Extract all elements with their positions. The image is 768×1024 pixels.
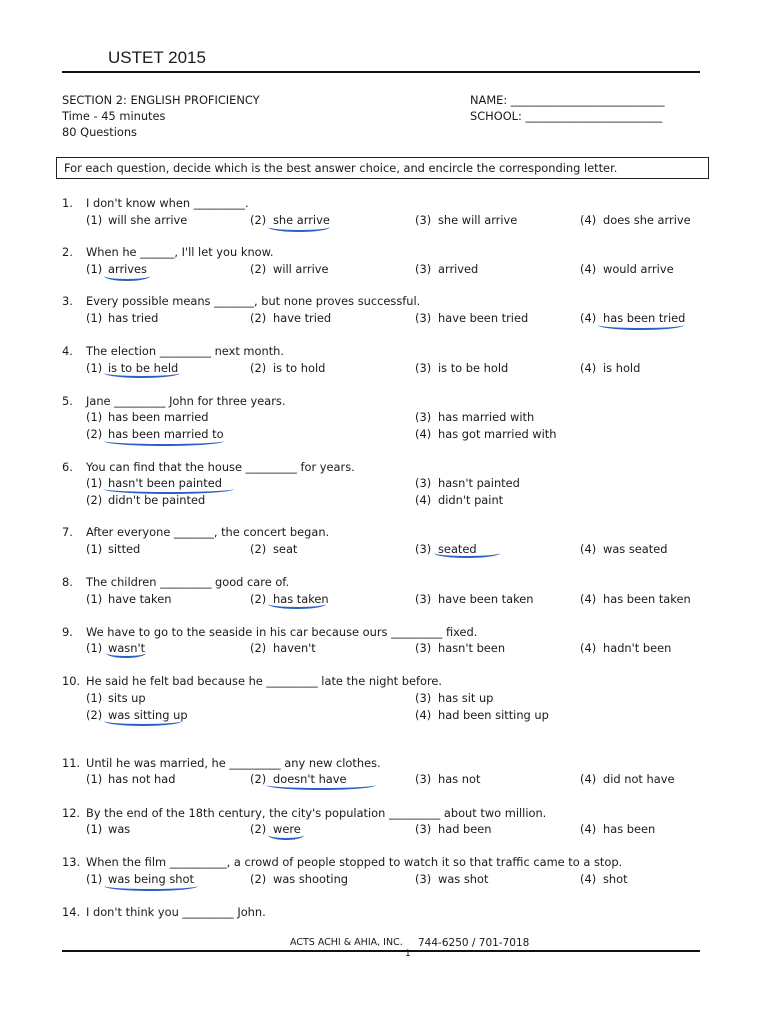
option-text: she will arrive [438, 213, 518, 227]
option-number: (3) [415, 213, 432, 227]
option-text: is to be hold [438, 361, 509, 375]
question-text: You can find that the house _________ for years. [86, 460, 355, 474]
option-text: has not [438, 772, 481, 786]
option-number: (3) [415, 410, 432, 424]
option-text: haven't [273, 641, 316, 655]
option-number: (2) [250, 592, 267, 606]
question-text: When the film __________, a crowd of people stopped to watch it so that traffic came to a stop. [86, 855, 623, 869]
question-number: 7. [62, 525, 73, 539]
option-text: has taken [273, 592, 329, 606]
option-number: (1) [86, 592, 103, 606]
question-number: 11. [62, 756, 81, 770]
option-number: (1) [86, 872, 103, 886]
option-number: (1) [86, 691, 103, 705]
option-number: (2) [250, 641, 267, 655]
question-number: 13. [62, 855, 81, 869]
option-text: arrives [108, 262, 147, 276]
question-text: I don't think you _________ John. [86, 905, 266, 919]
option-number: (4) [415, 493, 432, 507]
option-text: was being shot [108, 872, 194, 886]
option-text: seat [273, 542, 298, 556]
question-text: Every possible means _______, but none proves successful. [86, 294, 421, 308]
page-title: USTET 2015 [108, 48, 206, 67]
option-number: (1) [86, 772, 103, 786]
answer-underline-mark [106, 648, 146, 658]
option-number: (1) [86, 641, 103, 655]
option-text: hasn't been painted [108, 476, 222, 490]
option-number: (3) [415, 641, 432, 655]
question-text: After everyone _______, the concert began. [86, 525, 330, 539]
option-text: has married with [438, 410, 535, 424]
option-text: is hold [603, 361, 641, 375]
answer-underline-mark [268, 599, 326, 609]
instructions-box [56, 157, 709, 179]
option-text: have been tried [438, 311, 529, 325]
answer-underline-mark [104, 436, 224, 446]
option-text: have taken [108, 592, 172, 606]
option-text: has sit up [438, 691, 494, 705]
option-text: seated [438, 542, 477, 556]
option-number: (3) [415, 822, 432, 836]
question-number: 9. [62, 625, 73, 639]
answer-underline-mark [104, 484, 234, 494]
name-field: NAME: ___________________________ [470, 93, 665, 107]
option-number: (1) [86, 542, 103, 556]
option-number: (4) [580, 361, 597, 375]
answer-underline-mark [266, 780, 376, 790]
option-number: (1) [86, 262, 103, 276]
option-number: (4) [580, 592, 597, 606]
option-text: wasn't [108, 641, 146, 655]
option-number: (2) [250, 772, 267, 786]
option-text: didn't be painted [108, 493, 206, 507]
school-field: SCHOOL: ________________________ [470, 109, 663, 123]
option-text: has been [603, 822, 656, 836]
option-text: had been sitting up [438, 708, 549, 722]
option-number: (4) [580, 213, 597, 227]
option-number: (1) [86, 822, 103, 836]
option-number: (4) [415, 427, 432, 441]
option-text: was [108, 822, 131, 836]
question-text: Until he was married, he _________ any new clothes. [86, 756, 381, 770]
question-text: I don't know when _________. [86, 196, 249, 210]
option-number: (2) [86, 493, 103, 507]
question-number: 10. [62, 674, 81, 688]
option-text: she arrive [273, 213, 330, 227]
answer-underline-mark [104, 716, 182, 726]
option-text: sitted [108, 542, 141, 556]
option-number: (3) [415, 361, 432, 375]
option-text: hasn't painted [438, 476, 520, 490]
question-number: 14. [62, 905, 81, 919]
option-number: (2) [250, 542, 267, 556]
footer-phone: 744-6250 / 701-7018 [418, 937, 530, 949]
option-number: (3) [415, 311, 432, 325]
option-text: didn't paint [438, 493, 504, 507]
option-number: (4) [580, 822, 597, 836]
header-rule [62, 71, 700, 73]
option-text: is to hold [273, 361, 326, 375]
option-text: has tried [108, 311, 159, 325]
option-number: (1) [86, 476, 103, 490]
question-text: By the end of the 18th century, the city's population _________ about two million. [86, 806, 547, 820]
question-text: When he ______, I'll let you know. [86, 245, 274, 259]
answer-underline-mark [268, 222, 330, 232]
answer-underline-mark [434, 548, 500, 558]
option-number: (4) [580, 872, 597, 886]
option-text: will arrive [273, 262, 329, 276]
option-text: was shot [438, 872, 489, 886]
option-number: (2) [250, 872, 267, 886]
option-text: would arrive [603, 262, 674, 276]
option-number: (3) [415, 772, 432, 786]
option-text: will she arrive [108, 213, 188, 227]
page-number: 1 [405, 949, 411, 959]
answer-underline-mark [104, 271, 150, 281]
footer-company: ACTS ACHI & AHIA, INC. [290, 937, 403, 948]
option-text: was seated [603, 542, 668, 556]
option-number: (4) [580, 542, 597, 556]
option-text: has not had [108, 772, 176, 786]
option-text: hadn't been [603, 641, 672, 655]
question-number: 4. [62, 344, 73, 358]
question-number: 8. [62, 575, 73, 589]
option-text: were [273, 822, 301, 836]
answer-underline-mark [598, 320, 684, 330]
option-number: (1) [86, 213, 103, 227]
option-number: (1) [86, 311, 103, 325]
option-number: (4) [580, 311, 597, 325]
option-text: did not have [603, 772, 675, 786]
instructions-text: For each question, decide which is the best answer choice, and encircle the corresponding letter. [64, 161, 618, 175]
option-number: (3) [415, 592, 432, 606]
question-number: 1. [62, 196, 73, 210]
question-text: The election _________ next month. [86, 344, 285, 358]
option-text: hasn't been [438, 641, 506, 655]
option-number: (4) [580, 262, 597, 276]
option-text: has been tried [603, 311, 686, 325]
option-text: had been [438, 822, 492, 836]
question-count: 80 Questions [62, 125, 137, 139]
option-number: (4) [415, 708, 432, 722]
option-number: (1) [86, 361, 103, 375]
question-number: 6. [62, 460, 73, 474]
option-text: arrived [438, 262, 479, 276]
option-number: (3) [415, 872, 432, 886]
option-text: has been taken [603, 592, 691, 606]
section-title: SECTION 2: ENGLISH PROFICIENCY [62, 93, 260, 107]
question-text: Jane _________ John for three years. [86, 394, 286, 408]
option-number: (2) [250, 311, 267, 325]
option-number: (3) [415, 542, 432, 556]
option-text: has been married [108, 410, 209, 424]
question-number: 5. [62, 394, 73, 408]
question-number: 3. [62, 294, 73, 308]
option-text: was sitting up [108, 708, 188, 722]
question-text: He said he felt bad because he _________ late the night before. [86, 674, 443, 688]
option-number: (4) [580, 641, 597, 655]
option-text: shot [603, 872, 628, 886]
option-number: (2) [86, 427, 103, 441]
option-number: (1) [86, 410, 103, 424]
option-number: (3) [415, 476, 432, 490]
option-text: does she arrive [603, 213, 691, 227]
option-number: (4) [580, 772, 597, 786]
option-text: doesn't have [273, 772, 347, 786]
time-limit: Time - 45 minutes [62, 109, 166, 123]
question-text: The children _________ good care of. [86, 575, 290, 589]
question-number: 12. [62, 806, 81, 820]
option-number: (2) [250, 262, 267, 276]
option-text: have tried [273, 311, 332, 325]
option-number: (2) [250, 361, 267, 375]
answer-underline-mark [104, 881, 198, 891]
option-text: sits up [108, 691, 146, 705]
option-text: has been married to [108, 427, 224, 441]
option-number: (2) [250, 822, 267, 836]
answer-underline-mark [104, 368, 180, 378]
option-text: is to be held [108, 361, 179, 375]
question-number: 2. [62, 245, 73, 259]
footer-rule [62, 950, 700, 952]
option-number: (2) [250, 213, 267, 227]
option-number: (2) [86, 708, 103, 722]
option-text: has got married with [438, 427, 557, 441]
option-text: have been taken [438, 592, 534, 606]
option-number: (3) [415, 262, 432, 276]
option-text: was shooting [273, 872, 349, 886]
option-number: (3) [415, 691, 432, 705]
answer-underline-mark [268, 830, 304, 840]
question-text: We have to go to the seaside in his car because ours _________ fixed. [86, 625, 478, 639]
